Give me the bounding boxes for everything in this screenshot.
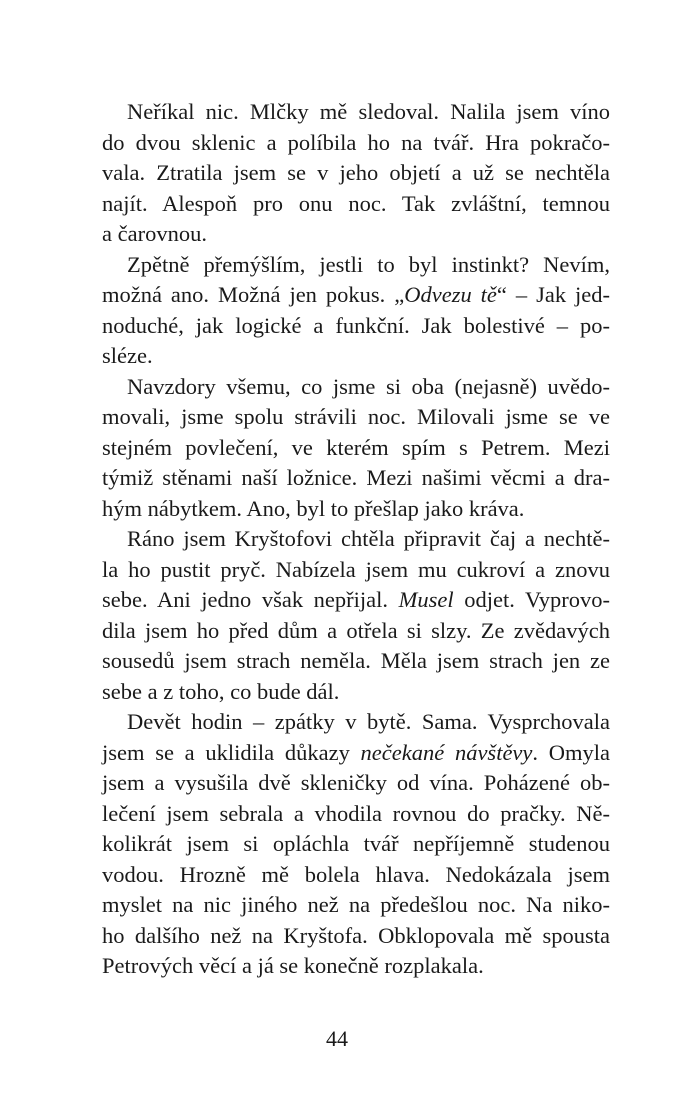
text-segment: vala. Ztratila jsem se v jeho objetí a už se nechtěla	[102, 160, 610, 185]
text-segment: lečení jsem sebrala a vhodila rovnou do pračky. Ně-	[102, 800, 610, 826]
text-line	[102, 951, 610, 982]
paragraph	[102, 97, 610, 250]
text-line	[102, 433, 610, 464]
text-segment: hým nábytkem. Ano, byl to přešlap jako kráva.	[102, 495, 525, 521]
text-line	[102, 799, 610, 830]
text-segment: vodou. Hrozně mě bolela hlava. Nedokázala jsem	[102, 861, 610, 887]
text-segment: možná ano. Možná jen pokus. „	[102, 282, 405, 307]
text-segment: ho dalšího než na Kryštofa. Obklopovala mě spousta	[102, 922, 610, 948]
text-line	[102, 494, 610, 525]
italic-text: nečekané návštěvy	[360, 739, 533, 765]
text-segment: movali, jsme spolu strávili noc. Milovali jsme se ve	[102, 404, 610, 429]
text-line	[102, 158, 610, 189]
text-segment: la ho pustit pryč. Nabízela jsem mu cukroví a znovu	[102, 556, 610, 582]
text-line	[102, 921, 610, 952]
text-line	[102, 646, 610, 677]
paragraph	[102, 707, 610, 982]
text-line	[102, 341, 610, 372]
text-segment: Zpětně přemýšlím, jestli to byl instinkt? Nevím,	[127, 251, 610, 277]
text-segment: Petrových věcí a já se konečně rozplakala.	[102, 953, 484, 978]
text-segment: sebe a z toho, co bude dál.	[102, 678, 340, 704]
text-line	[102, 311, 610, 342]
text-line	[102, 280, 610, 311]
text-segment: myslet na nic jiného než na předešlou noc. Na niko-	[102, 892, 610, 917]
text-segment: odjet. Vyprovo-	[453, 587, 610, 612]
text-line	[102, 372, 610, 403]
text-line	[102, 555, 610, 586]
text-line	[102, 738, 610, 769]
text-line	[102, 677, 610, 708]
text-line	[102, 97, 610, 128]
italic-text: Musel	[398, 587, 454, 612]
text-segment: najít. Alespoň pro onu noc. Tak zvláštní, temnou	[102, 190, 610, 216]
text-segment: jsem se a uklidila důkazy	[102, 739, 361, 765]
text-line	[102, 829, 610, 860]
text-line	[102, 585, 610, 616]
text-line	[102, 860, 610, 891]
text-segment: sléze.	[102, 343, 153, 368]
paragraph	[102, 250, 610, 372]
text-line	[102, 189, 610, 220]
text-segment: dila jsem ho před dům a otřela si slzy. Ze zvědavých	[102, 617, 610, 643]
italic-text: Odvezu tě	[404, 282, 497, 307]
text-line	[102, 402, 610, 433]
text-segment: noduché, jak logické a funkční. Jak bolestivé – po-	[102, 312, 610, 338]
text-line	[102, 128, 610, 159]
text-segment: Ráno jsem Kryštofovi chtěla připravit čaj a nechtě-	[127, 526, 610, 551]
page-number: 44	[326, 1026, 348, 1051]
text-line	[102, 616, 610, 647]
paragraph	[102, 524, 610, 707]
text-line	[102, 890, 610, 921]
text-line	[102, 250, 610, 281]
paragraph	[102, 372, 610, 525]
text-line	[102, 463, 610, 494]
text-line	[102, 219, 610, 250]
text-segment: “ – Jak jed-	[496, 282, 611, 307]
text-segment: stejném povlečení, ve kterém spím s Petrem. Mezi	[102, 434, 610, 460]
text-segment: . Omyla	[532, 739, 610, 765]
text-segment: Navzdory všemu, co jsme si oba (nejasně) uvědo-	[127, 373, 610, 399]
text-segment: sebe. Ani jedno však nepřijal.	[102, 587, 399, 612]
text-segment: kolikrát jsem si opláchla tvář nepříjemně studenou	[102, 831, 610, 856]
text-segment: do dvou sklenic a políbila ho na tvář. Hra pokračo-	[102, 129, 610, 155]
text-segment: Neříkal nic. Mlčky mě sledoval. Nalila jsem víno	[127, 99, 610, 124]
page-body-text	[102, 97, 610, 982]
text-segment: týmiž stěnami naší ložnice. Mezi našimi věcmi a dra-	[102, 465, 610, 490]
text-segment: sousedů jsem strach neměla. Měla jsem strach jen ze	[102, 648, 610, 673]
text-line	[102, 707, 610, 738]
text-segment: jsem a vysušila dvě skleničky od vína. Poházené ob-	[102, 770, 610, 795]
text-line	[102, 524, 610, 555]
text-segment: a čarovnou.	[102, 221, 207, 246]
text-line	[102, 768, 610, 799]
text-segment: Devět hodin – zpátky v bytě. Sama. Vysprchovala	[127, 709, 610, 734]
